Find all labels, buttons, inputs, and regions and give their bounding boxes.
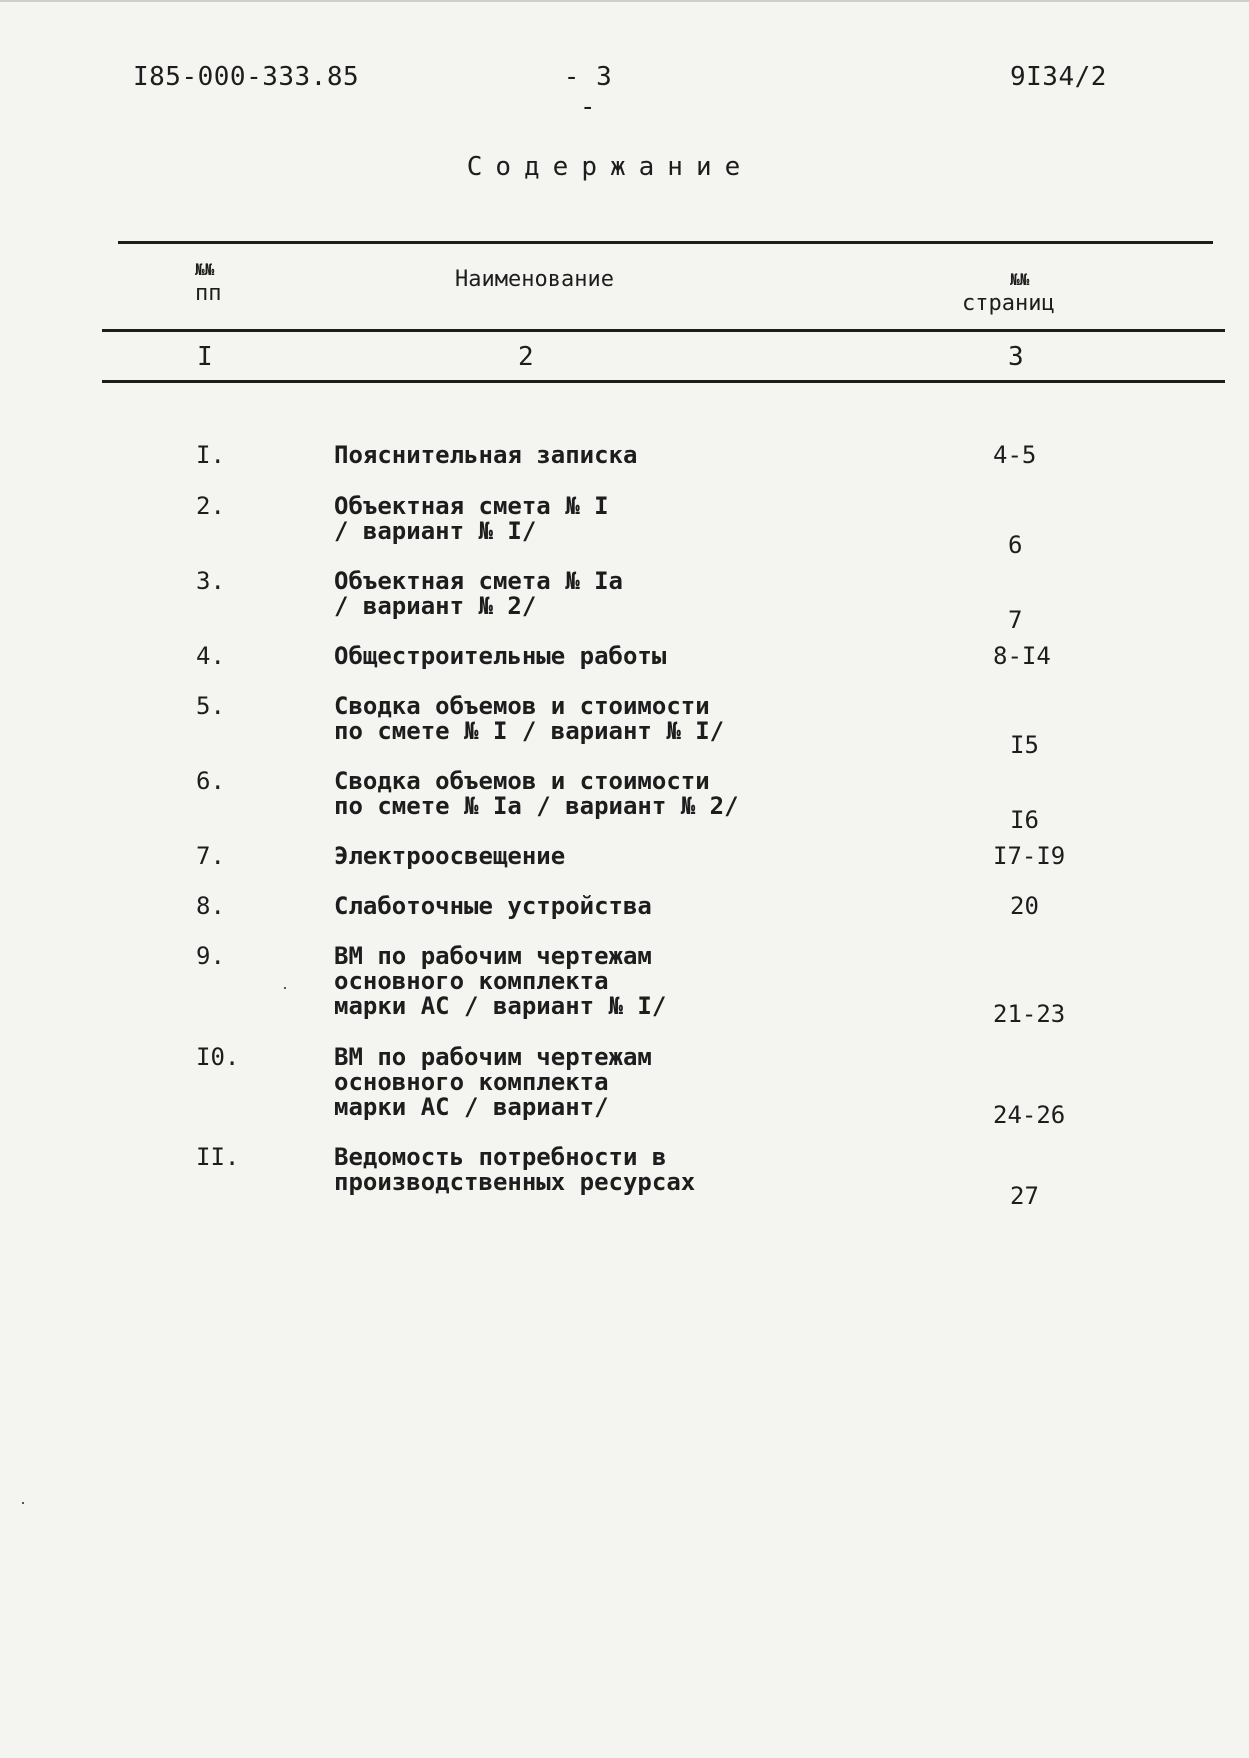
item-title-line: основного комплекта [334, 967, 609, 995]
item-number: 6. [196, 767, 225, 795]
item-pages: 4-5 [993, 441, 1037, 469]
item-title [334, 443, 894, 468]
item-number: 9. [196, 942, 225, 970]
item-title-line: Общестроительные работы [334, 642, 667, 670]
item-title-line: Объектная смета № I [334, 492, 609, 520]
item-number: 8. [196, 892, 225, 920]
item-title-line: / вариант № I/ [334, 517, 537, 545]
item-title-line: производственных ресурсах [334, 1168, 696, 1196]
item-title-line: ВМ по рабочим чертежам [334, 1043, 652, 1071]
document-number: I85-000-333.85 [133, 62, 360, 92]
item-title-line: / вариант № 2/ [334, 592, 537, 620]
scan-edge-line [0, 0, 1249, 2]
item-pages: 20 [1010, 892, 1039, 920]
item-title-line: Объектная смета № Iа [334, 567, 623, 595]
column-number-2: 2 [518, 342, 534, 372]
column-header-pages-line1: №№ [1010, 270, 1030, 289]
item-number: 5. [196, 692, 225, 720]
item-title-line: Слаботочные устройства [334, 892, 652, 920]
item-title [334, 644, 894, 669]
item-title-line: Пояснительная записка [334, 441, 638, 469]
column-header-pages-line2: страниц [962, 291, 1055, 316]
item-title-line: Сводка объемов и стоимости [334, 692, 710, 720]
item-title-line: по смете № I / вариант № I/ [334, 717, 725, 745]
item-title [334, 844, 894, 869]
item-title [334, 1045, 894, 1120]
scan-speck [284, 987, 286, 989]
item-number: I. [196, 441, 225, 469]
item-pages: 8-I4 [993, 642, 1051, 670]
item-title [334, 494, 894, 544]
item-pages: 24-26 [993, 1101, 1066, 1129]
item-title-line: по смете № Iа / вариант № 2/ [334, 792, 739, 820]
item-pages: I7-I9 [993, 842, 1066, 870]
item-title-line: Ведомость потребности в [334, 1143, 667, 1171]
scan-speck [22, 1502, 24, 1504]
item-pages: I5 [1010, 731, 1039, 759]
item-title [334, 944, 894, 1019]
column-header-number [195, 258, 222, 306]
item-title [334, 569, 894, 619]
table-top-rule [118, 241, 1213, 244]
header-bottom-rule [102, 329, 1225, 332]
item-title-line: Электроосвещение [334, 842, 566, 870]
item-pages: I6 [1010, 806, 1039, 834]
column-header-name: Наименование [455, 267, 614, 292]
column-number-1: I [197, 342, 213, 372]
item-number: 7. [196, 842, 225, 870]
page-title: Содержание [466, 152, 754, 182]
item-title [334, 769, 894, 819]
item-pages: 27 [1010, 1182, 1039, 1210]
column-header-pages [962, 268, 1055, 316]
item-pages: 6 [1008, 531, 1023, 559]
page-marker: - 3 - [563, 62, 613, 122]
item-number: 4. [196, 642, 225, 670]
item-pages: 7 [1008, 606, 1023, 634]
column-header-number-line1: №№ [195, 260, 215, 279]
item-number: II. [196, 1143, 240, 1171]
item-title-line: Сводка объемов и стоимости [334, 767, 710, 795]
item-title [334, 894, 894, 919]
item-number: 2. [196, 492, 225, 520]
item-title-line: марки АС / вариант/ [334, 1093, 609, 1121]
item-number: I0. [196, 1043, 240, 1071]
column-numbers-bottom-rule [102, 380, 1225, 383]
item-title [334, 694, 894, 744]
archive-code: 9I34/2 [1010, 62, 1107, 92]
item-number: 3. [196, 567, 225, 595]
column-number-3: 3 [1008, 342, 1024, 372]
item-pages: 21-23 [993, 1000, 1066, 1028]
item-title-line: ВМ по рабочим чертежам [334, 942, 652, 970]
item-title-line: марки АС / вариант № I/ [334, 992, 667, 1020]
item-title-line: основного комплекта [334, 1068, 609, 1096]
item-title [334, 1145, 894, 1195]
column-header-number-line2: пп [195, 281, 222, 306]
